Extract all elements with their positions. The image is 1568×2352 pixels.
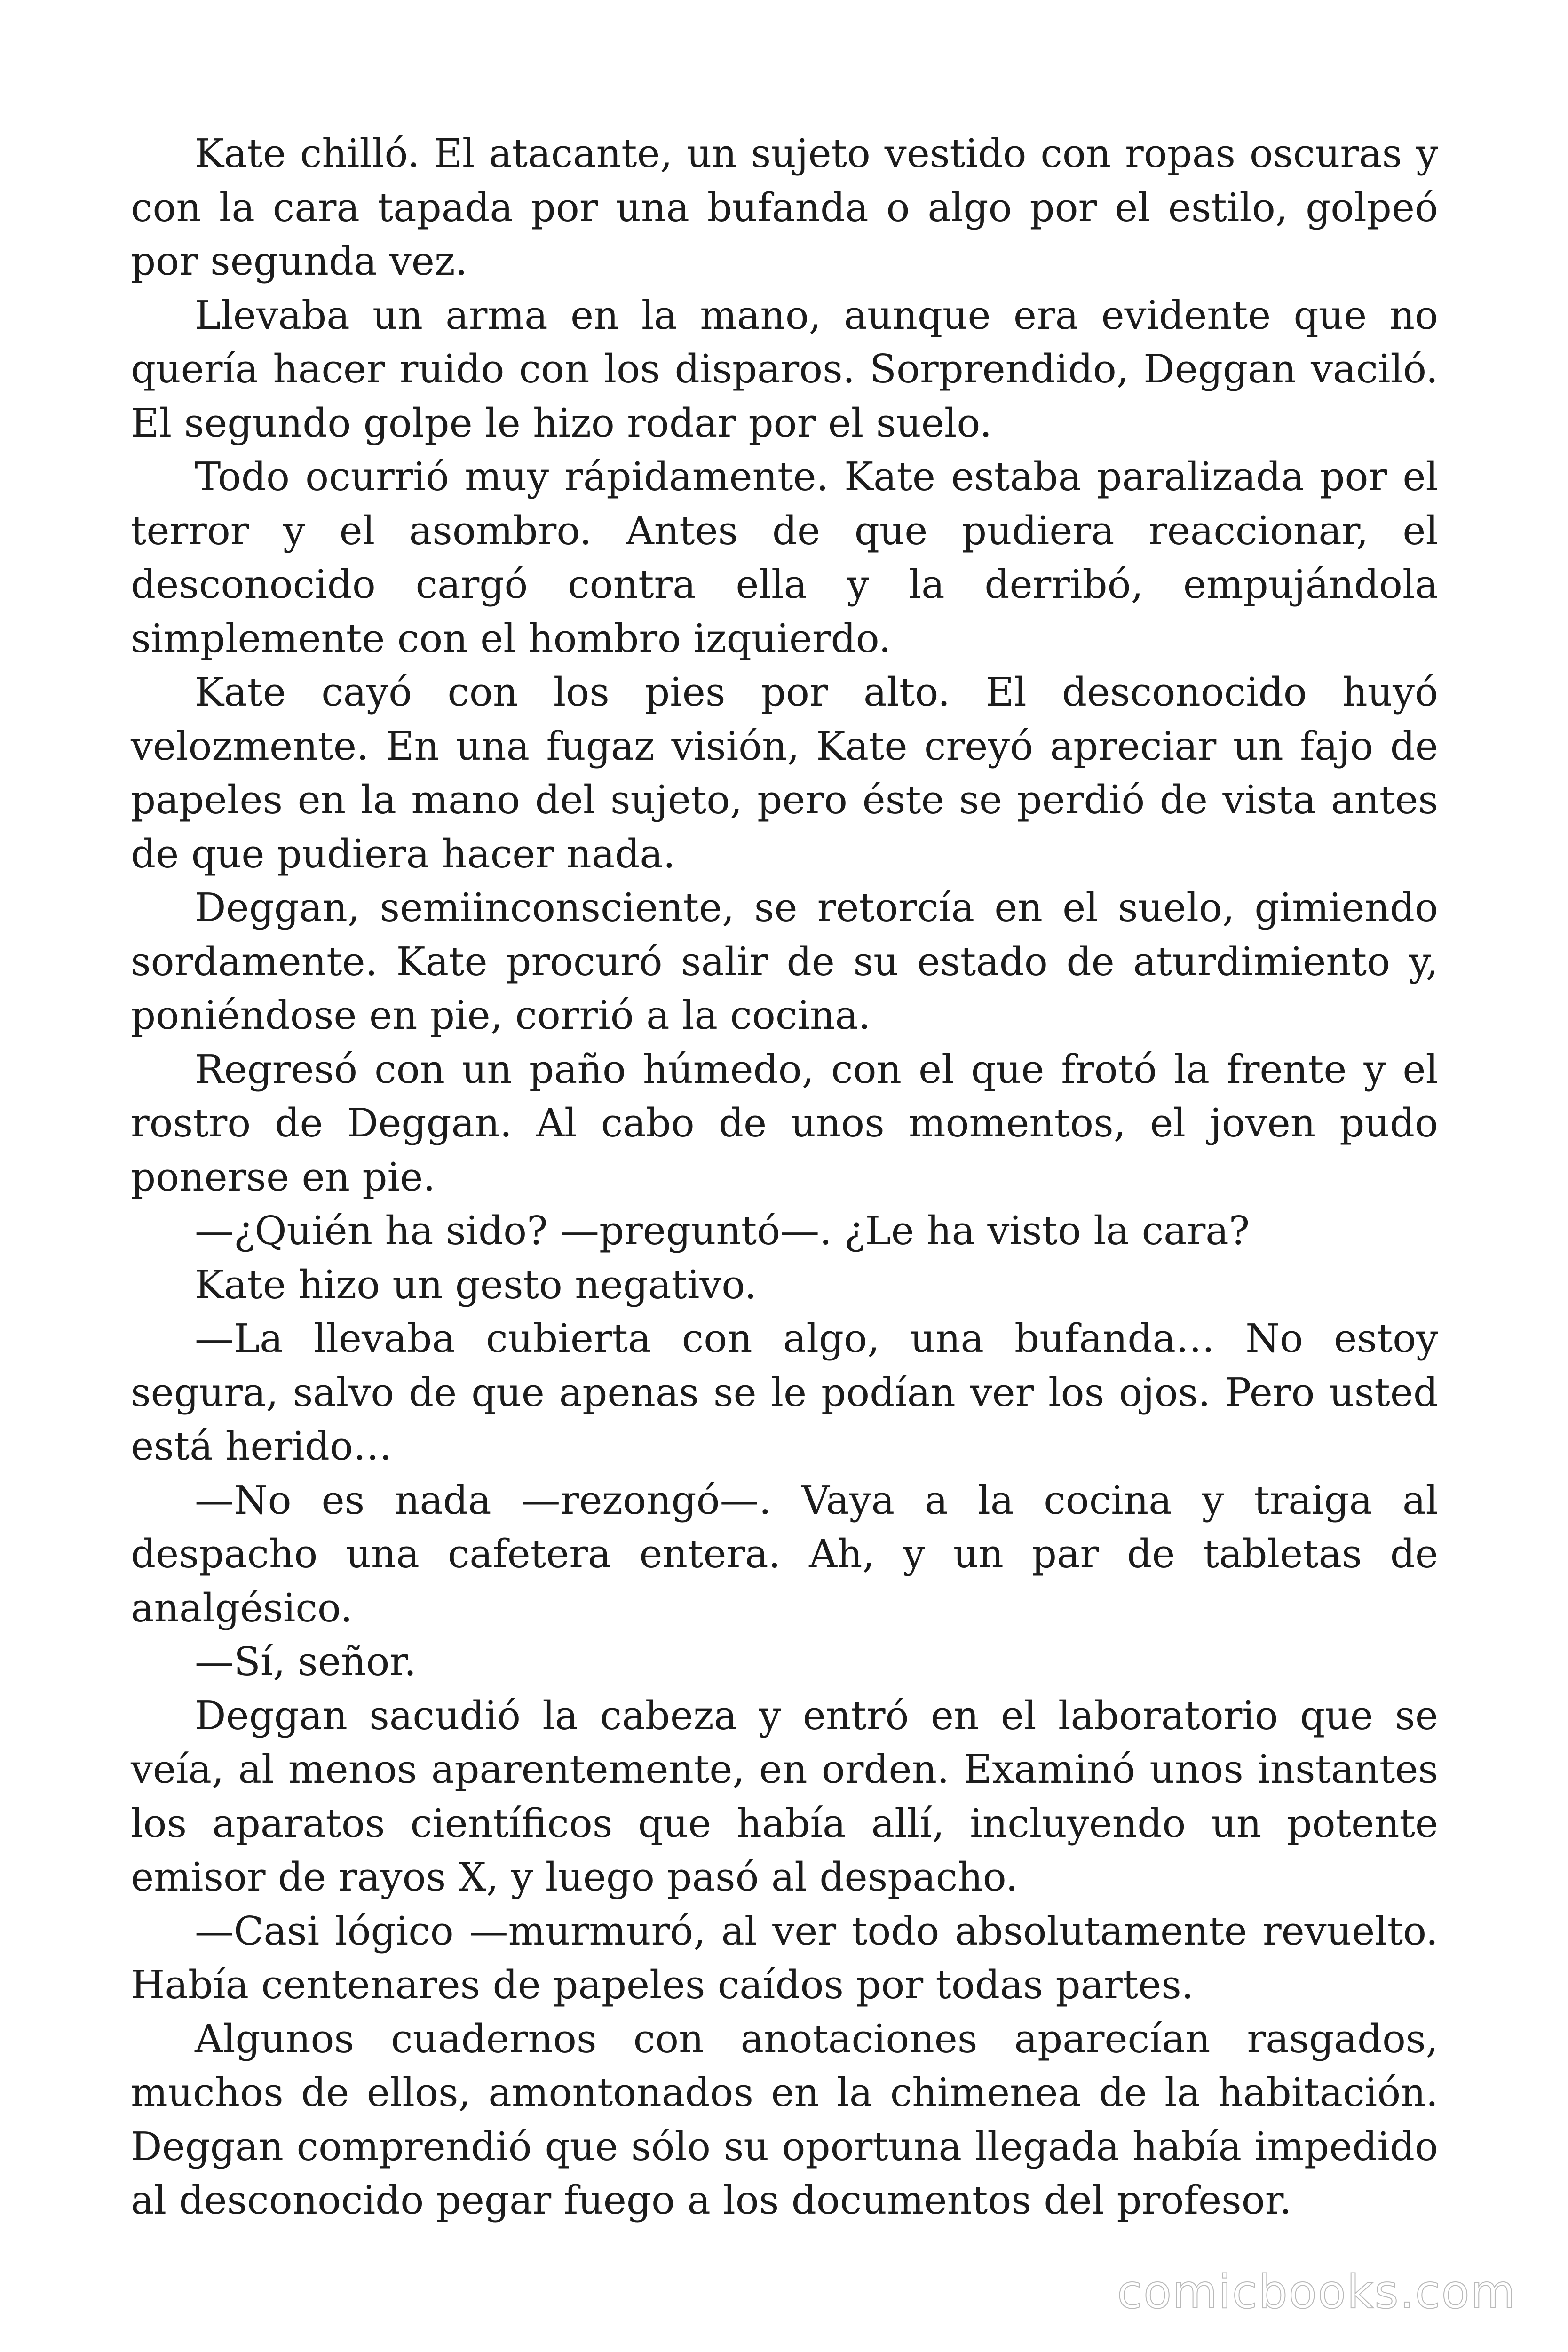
- paragraph: Kate cayó con los pies por alto. El desconocido huyó velozmente. En una fugaz visión, Kate creyó apreciar un fajo de papeles en la mano del sujeto, pero éste se perdió de vista antes de que pudiera hacer nada.: [131, 669, 1438, 877]
- paragraph: Llevaba un arma en la mano, aunque era evidente que no quería hacer ruido con los disparos. Sorprendido, Deggan vaciló. El segundo golpe le hizo rodar por el suelo.: [131, 292, 1438, 446]
- dialogue-line: —Casi lógico —murmuró, al ver todo absolutamente revuelto. Había centenares de papeles caídos por todas partes.: [131, 1908, 1438, 2008]
- watermark-text: comicbooks.com: [1117, 2265, 1516, 2319]
- paragraph: Deggan, semiinconsciente, se retorcía en el suelo, gimiendo sordamente. Kate procuró salir de su estado de aturdimiento y, poniéndose en pie, corrió a la cocina.: [131, 885, 1438, 1038]
- book-page-body: [131, 127, 1438, 2228]
- dialogue-line: —¿Quién ha sido? —preguntó—. ¿Le ha visto la cara?: [195, 1208, 1250, 1254]
- paragraph: Todo ocurrió muy rápidamente. Kate estaba paralizada por el terror y el asombro. Antes de que pudiera reaccionar, el desconocido cargó contra ella y la derribó, empujándola simplemente con el hombro izquierdo.: [131, 454, 1438, 661]
- paragraph: Kate hizo un gesto negativo.: [195, 1262, 757, 1308]
- dialogue-line: —La llevaba cubierta con algo, una bufanda… No estoy segura, salvo de que apenas se le podían ver los ojos. Pero usted está herido…: [131, 1316, 1438, 1469]
- paragraph: Deggan sacudió la cabeza y entró en el laboratorio que se veía, al menos aparentemente, en orden. Examinó unos instantes los aparatos científicos que había allí, incluyendo un potente emisor de rayos X, y luego pasó al despacho.: [131, 1692, 1438, 1900]
- dialogue-line: —Sí, señor.: [195, 1639, 417, 1685]
- paragraph: Algunos cuadernos con anotaciones aparecían rasgados, muchos de ellos, amontonados en la chimenea de la habitación. Deggan comprendió que sólo su oportuna llegada había impedido al desconocido pegar fuego a los documentos del profesor.: [131, 2016, 1438, 2223]
- dialogue-line: —No es nada —rezongó—. Vaya a la cocina y traiga al despacho una cafetera entera. Ah, y un par de tabletas de analgésico.: [131, 1477, 1438, 1631]
- paragraph: Regresó con un paño húmedo, con el que frotó la frente y el rostro de Deggan. Al cabo de unos momentos, el joven pudo ponerse en pie.: [131, 1046, 1438, 1200]
- paragraph: Kate chilló. El atacante, un sujeto vestido con ropas oscuras y con la cara tapada por una bufanda o algo por el estilo, golpeó por segunda vez.: [131, 131, 1438, 284]
